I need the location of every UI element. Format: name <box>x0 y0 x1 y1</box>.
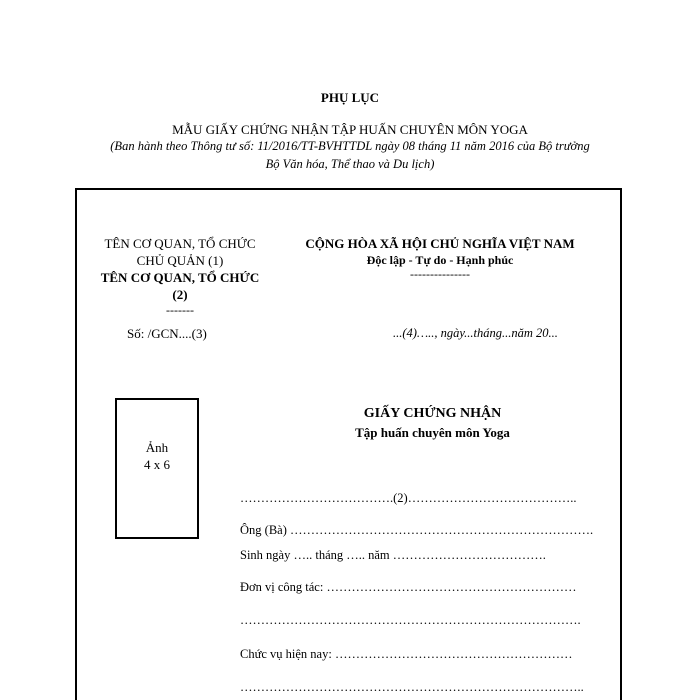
photo-label: Ảnh <box>145 440 169 455</box>
document-title: MẪU GIẤY CHỨNG NHẬN TẬP HUẤN CHUYÊN MÔN YOGA <box>172 122 528 137</box>
motto-divider: --------------- <box>410 267 470 281</box>
name-field: Ông (Bà) ………………………………………………………………. <box>240 523 594 537</box>
org-divider: ------- <box>166 303 194 317</box>
issued-note-line-2: Bộ Văn hóa, Thể thao và Du lịch) <box>265 157 435 171</box>
place-and-date: ...(4)….., ngày...tháng...năm 20... <box>393 326 558 340</box>
workplace-field-continued: ………………………………………………………………………. <box>240 613 581 627</box>
issued-note-line-1: (Ban hành theo Thông tư số: 11/2016/TT-BVHTTDL ngày 08 tháng 11 năm 2016 của Bộ trưởng <box>110 139 590 153</box>
workplace-field: Đơn vị công tác: …………………………………………………… <box>240 580 577 594</box>
org-name-label-line-1: TÊN CƠ QUAN, TỔ CHỨC <box>100 270 260 285</box>
nation-name: CỘNG HÒA XÃ HỘI CHỦ NGHĨA VIỆT NAM <box>305 236 575 251</box>
parent-org-label-line-1: TÊN CƠ QUAN, TỔ CHỨC <box>104 236 256 251</box>
date-of-birth-field: Sinh ngày ….. tháng ….. năm ………………………………. <box>240 548 546 562</box>
position-field-continued: ……………………………………………………………………….. <box>240 680 584 694</box>
org-name-label-line-2: (2) <box>172 287 188 302</box>
parent-org-label-line-2: CHỦ QUẢN (1) <box>136 253 224 268</box>
position-field: Chức vụ hiện nay: ………………………………………………… <box>240 647 573 661</box>
certificate-title: GIẤY CHỨNG NHẬN <box>363 406 502 421</box>
photo-size-label: 4 x 6 <box>144 457 170 472</box>
org-field: ……………………………….(2)………………………………….. <box>240 491 577 505</box>
document-number: Số: /GCN....(3) <box>127 326 207 341</box>
appendix-heading: PHỤ LỤC <box>320 90 380 105</box>
national-motto: Độc lập - Tự do - Hạnh phúc <box>366 253 514 267</box>
certificate-subtitle: Tập huấn chuyên môn Yoga <box>355 425 510 440</box>
